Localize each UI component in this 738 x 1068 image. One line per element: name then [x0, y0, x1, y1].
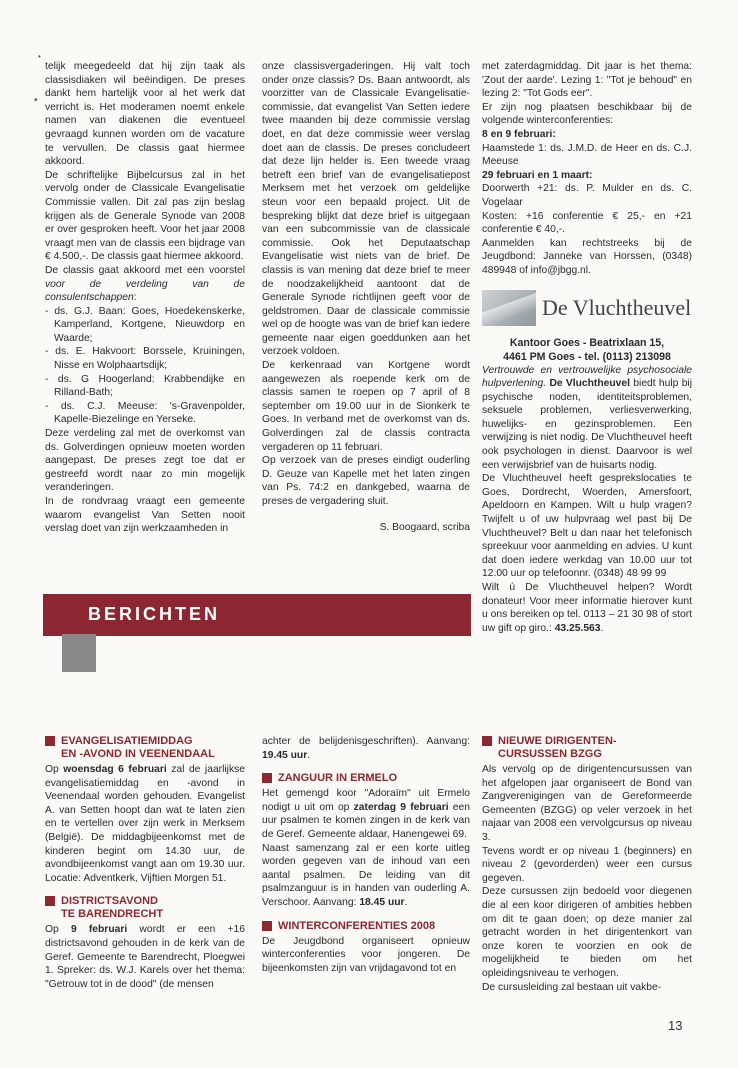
paragraph: De cursusleiding zal bestaan uit vakbe-	[482, 981, 662, 993]
paragraph: Tevens wordt er op niveau 1 (beginners) en niveau 2 (gevorderden) weer een cursus gegeven.	[482, 845, 692, 884]
banner-accent-block	[62, 634, 96, 672]
date-heading: 29 februari en 1 maart:	[482, 169, 593, 181]
logo-text: De Vluchtheuvel	[542, 294, 692, 320]
paragraph: Op woensdag 6 februari zal de jaarlijkse evangelisatiemiddag en -avond in Veenendaal worden gehouden. Evangelist A. van Setten hoopt dan wat te laten zien en te vertellen over zijn werk in Merksem (België). De middagbijeenkomst met de kinderen begint om 14.30 uur, de avondbijeenkomst vangt aan om 19.30 uur. Locatie: Adventkerk, Vijftien Morgen 51.	[45, 764, 245, 884]
paragraph: De Jeugdbond organiseert opnieuw winterconferenties voor jongeren. De bijeenkomsten zijn van vrijdagavond tot en	[262, 935, 470, 974]
article-column-3	[482, 60, 692, 635]
office-address: Kantoor Goes - Beatrixlaan 15, 4461 PM Goes - tel. (0113) 213098	[503, 336, 671, 363]
paragraph: De kerkenraad van Kortgene wordt aangewezen als roepende kerk om de classis samen te roepen op 7 april of 8 september om 19.00 uur in de Sionkerk te Goes. In verband met de overkomst van ds. Golverdingen zal de classis contracta vergaderen op 11 februari.	[262, 360, 470, 453]
square-bullet-icon	[482, 736, 492, 746]
berichten-column-3	[482, 735, 692, 994]
list-item: - ds. G.J. Baan: Goes, Hoedekenskerke, Kamperland, Kortgene, Nieuwdorp en Waarde;	[45, 305, 245, 346]
paragraph: Op verzoek van de preses eindigt ouderling D. Geuze van Kapelle met het laten zingen van Ps. 74:2 en dankgebed, waarna de preses de vergadering sluit.	[262, 455, 470, 507]
section-title: BERICHTEN	[88, 604, 221, 624]
vluchtheuvel-logo	[482, 288, 692, 328]
paragraph: Aanmelden kan rechtstreeks bij de Jeugdbond: Janneke van Horssen, (0348) 489948 of info@jbgg.nl.	[482, 237, 692, 276]
paragraph: Kosten: +16 conferentie € 25,- en +21 conferentie € 40,-.	[482, 210, 692, 236]
paragraph: De classis gaat akkoord met een voorstel voor de verdeling van de consulentschappen:	[45, 264, 245, 304]
news-heading: DISTRICTSAVOND TE BARENDRECHT	[45, 895, 245, 921]
paragraph: telijk meegedeeld dat hij zijn taak als classisdiaken wil beëindigen. De preses dankt hem hartelijk voor al het werk dat verricht is. Het moderamen noemt enkele namen van diakenen die eventueel gevraagd kunnen worden om de vacature te vervullen. De classis gaat hiermee akkoord.	[45, 61, 245, 168]
page-number: 13	[668, 1018, 683, 1033]
paragraph: Doorwerth +21: ds. P. Mulder en ds. C. Vogelaar	[482, 183, 692, 208]
paragraph: De schriftelijke Bijbelcursus zal in het vervolg onder de Classicale Evangelisatie Commissie vallen. Dit zal pas zijn beslag krijgen als de Generale Synode van 2008 er over gesproken heeft. Voor het jaar 2008 vraagt men van de classis een bijdrage van € 4.500,-. De classis gaat hiermee akkoord.	[45, 169, 245, 263]
signature: S. Boogaard, scriba	[379, 521, 470, 533]
news-heading: EVANGELISATIEMIDDAG EN -AVOND IN VEENENDAAL	[45, 735, 245, 761]
scan-mark: •	[38, 52, 41, 61]
paragraph: De Vluchtheuvel heeft gesprekslocaties te Goes, Dordrecht, Woerden, Amersfoort, Apeldoorn en Kampen. Wilt u hulp vragen? Twijfelt u of uw hulpvraag wel past bij De Vluchtheuvel? Belt u dan naar het telefonisch spreekuur voor aanmelding en advies. U kunt dat doen iedere werkdag van 10.00 uur tot 12.00 uur op telefoonnr. (0348) 48 99 99	[482, 473, 692, 580]
square-bullet-icon	[45, 736, 55, 746]
paragraph: Het gemengd koor "Adoraïm" uit Ermelo nodigt u uit om op zaterdag 9 februari een uur psalmen te komen zingen in de kerk van de Geref. Gemeente aldaar, Hanengewei 69.	[262, 788, 470, 840]
logo-icon	[482, 290, 536, 326]
paragraph: Vertrouwde en vertrouwelijke psychosociale hulpverlening. De Vluchtheuvel biedt hulp bij psychische noden, identiteitsproblemen, seksuele problemen, verliesverwerking, huwelijks- en gezinsproblemen. Een verwijzing is niet nodig. De Vluchtheuvel heeft ook psychologen in dienst. Daarvoor is wel een verwijsbrief van de huisarts nodig.	[482, 364, 693, 471]
paragraph: Wilt ú De Vluchtheuvel helpen? Wordt donateur! Voor meer informatie hierover kunt u ons bereiken op tel. 0113 – 21 30 98 of stort uw gift op giro.: 43.25.563.	[482, 582, 692, 634]
consulent-list	[45, 305, 245, 427]
paragraph: Op 9 februari wordt er een +16 districtsavond gehouden in de kerk van de Geref. Gemeente te Barendrecht, Ploegwei 1. Spreker: ds. W.J. Karels over het thema: "Getrouw tot in de dood" (de mensen	[45, 924, 245, 990]
list-item: - ds. C.J. Meeuse: 's-Gravenpolder, Kapelle-Biezelinge en Yerseke.	[45, 400, 245, 427]
paragraph: Haamstede 1: ds. J.M.D. de Heer en ds. C.J. Meeuse	[482, 142, 692, 168]
paragraph: Naast samenzang zal er een korte uitleg worden gegeven van de inhoud van een aantal psalmen. De leiding van dit psalmzanguur is in handen van ouderling A. Verschoor. Aanvang: 18.45 uur.	[262, 842, 470, 908]
paragraph: onze classisvergaderingen. Hij valt toch onder onze classis? Ds. Baan antwoordt, als voorzitter van de Classicale Evangelisatie-commissie, dat evangelist Van Setten iedere twee maanden bij deze commissie verslag doet, en dat deze commissie weer verslag doet aan de classis. De preses concludeert dat deze lijn helder is. Een tweede vraag betreft een brief van de evangelisatiepost Merksem met het verzoek om geldelijke steun voor een bepaald project. Uit de bespreking blijkt dat deze brief is uitgegaan van een subcommissie van de classicale commissie. Ook het Deputaatschap Evangelisatie wist niets van de brief. De classis is van mening dat deze brief te meer de noodzakelijkheid aantoont dat de Generale Synode richtlijnen geeft voor de geldstromen. Daar de classicale commissie wel op de hoogte was van de brief kan iedere gemeente naar eigen goeddunken aan het verzoek voldoen.	[262, 61, 470, 358]
list-item: - ds. G Hoogerland: Krabbendijke en Rilland-Bath;	[45, 373, 245, 400]
list-item: - ds. E. Hakvoort: Borssele, Kruiningen, Nisse en Wolphaartsdijk;	[45, 345, 245, 372]
square-bullet-icon	[262, 773, 272, 783]
berichten-column-2	[262, 735, 470, 975]
paragraph: In de rondvraag vraagt een gemeente waarom evangelist Van Setten nooit verslag doet van zijn werkzaamheden in	[45, 496, 245, 535]
paragraph: Deze verdeling zal met de overkomst van ds. Golverdingen opnieuw moeten worden aangepast. De preses zegt toe dat er gestreefd wordt naar zo min mogelijk veranderingen.	[45, 428, 245, 494]
news-heading: WINTERCONFERENTIES 2008	[262, 920, 470, 933]
paragraph: met zaterdagmiddag. Dit jaar is het thema: 'Zout der aarde'. Lezing 1: "Tot je behoud" en lezing 2: "Tot Gods eer".	[482, 61, 692, 100]
paragraph: achter de belijdenisgeschriften). Aanvang: 19.45 uur.	[262, 736, 470, 761]
news-heading: NIEUWE DIRIGENTEN- CURSUSSEN BZGG	[482, 735, 692, 761]
scan-mark: •	[34, 95, 38, 106]
date-heading: 8 en 9 februari:	[482, 128, 556, 140]
berichten-column-1	[45, 735, 245, 991]
paragraph: Als vervolg op de dirigentencursussen van het afgelopen jaar organiseert de Bond van Zangverenigingen van de Gereformeerde Gemeenten (BZGG) op veler verzoek in het najaar van 2008 een vervolgcursus op niveau 3.	[482, 764, 692, 843]
article-column-2	[262, 60, 470, 534]
paragraph: Deze cursussen zijn bedoeld voor diegenen die al een koor dirigeren of ambities hebben om dit te gaan doen; op deze manier zal getracht worden in het dirigentenkort van onze koren te voorzien en ook de mogelijkheid te bieden om het opleidingsniveau te verhogen.	[482, 886, 692, 979]
square-bullet-icon	[45, 896, 55, 906]
paragraph: Er zijn nog plaatsen beschikbaar bij de volgende winterconferenties:	[482, 101, 692, 127]
article-column-1	[45, 60, 245, 536]
news-heading: ZANGUUR IN ERMELO	[262, 772, 470, 785]
square-bullet-icon	[262, 921, 272, 931]
